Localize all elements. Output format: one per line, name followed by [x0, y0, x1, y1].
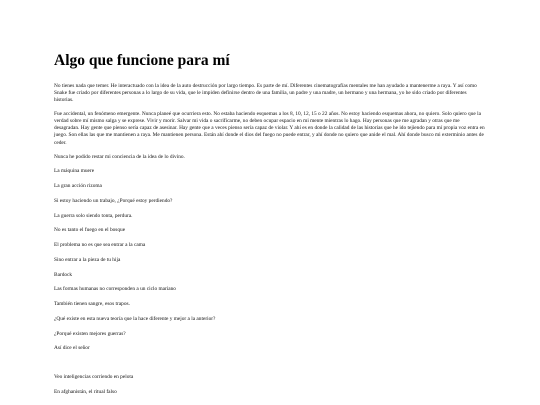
- text-line: La máquina muere: [54, 168, 95, 175]
- text-line: No es tanto el fuego en el bosque: [54, 227, 126, 234]
- paragraph-intro: No tienes nada que temer. He interactuado con la idea de la auto destrucción por largo tiempo. Es parte de mí. Diferentes cinematografías mentales me han ayudado a mantenerme a raya. Y así como Snake fue criado por diferentes personas a lo largo de su vida, que le impiden definirse dentro de una familia, un padre y una madre, un hermano y una hermana, yo he sido criado por diferentes historias.: [54, 83, 477, 104]
- text-line: La gran acción rizoma: [54, 183, 102, 190]
- text-line: Las formas humanas no corresponden a un ciclo mariano: [54, 286, 176, 293]
- text-line: También tienen sangre, esos trapos.: [54, 301, 130, 308]
- text-line: Veo inteligencias corriendo en pelota: [54, 374, 134, 381]
- text-line: ¿Qué existe en esta nueva teoría que la hace diferente y mejor a la anterior?: [54, 315, 216, 322]
- page-title: Algo que funcione para mí: [54, 52, 230, 69]
- text-line: Así dice el señor: [54, 345, 90, 352]
- paragraph-accidental: Fue accidental, un fenómeno emergente. Nunca planeé que ocurriera esto. No estaba haciendo esquemas a los 8, 10, 12, 15 o 22 años. No estoy haciendo esquemas ahora, no quiero. Solo quiero que la verdad sobre mí mismo salga y se exprese. Vivir y morir. Salvar mi vida o sacrificarme, no deben ocupar espacio en mi mente mientras lo hago. Hay personas que me agradan y otras que me desagradan. Hay gente que pienso sería capaz de asesinar. Hay gente que a veces pienso sería capaz de violar. Y ahí es en donde la calidad de las historias que he ido tejiendo para mí propia voz entra en juego. Son ellas las que me mantienen a raya. Me mantienen persona. Están ahí donde el dios del fuego no puede entrar, y ahí donde no quiero que anide el mal. Ahí donde busco mi exterminio antes de ceder.: [54, 111, 485, 146]
- text-line: ¿Porqué existen mejores guerras?: [54, 330, 126, 337]
- text-line: Bardock: [54, 271, 73, 278]
- text-line: En afghanistán, el ritual falso: [54, 389, 117, 396]
- blank-gap: [54, 360, 486, 374]
- text-line: Sino entrar a la pieza de tu hija: [54, 256, 121, 263]
- text-line: Si estoy haciendo un trabajo, ¿Porqué estoy perdiendo?: [54, 197, 173, 204]
- document-page: [54, 52, 486, 404]
- text-line: El problema no es que sea entrar a la cama: [54, 242, 146, 249]
- text-line: Nunca he podido restar mi conciencia de la idea de lo divino.: [54, 153, 185, 160]
- text-line: La guerra solo siendo tonta, perdura.: [54, 212, 133, 219]
